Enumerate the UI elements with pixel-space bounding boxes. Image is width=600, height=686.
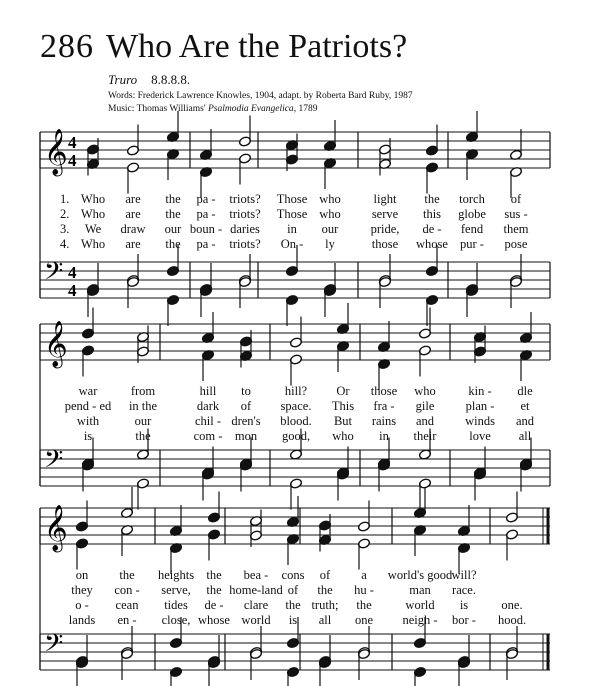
lyric-syllable: gile (415, 399, 435, 413)
lyric-syllable: Those (276, 207, 308, 221)
lyric-syllable: all (318, 613, 332, 627)
lyric-syllable: on (75, 568, 89, 582)
bass-clef-icon: 𝄢 (44, 445, 64, 480)
lyric-syllable: and (415, 414, 435, 428)
lyric-syllable: hu - (354, 583, 374, 597)
time-signature: 4 (68, 151, 77, 170)
time-signature: 4 (68, 263, 77, 282)
words-credit: Words: Frederick Lawrence Knowles, 1904, adapt. by Roberta Bard Ruby, 1987 (108, 91, 413, 101)
lyric-syllable: kin - (468, 384, 492, 398)
lyric-syllable: hill? (284, 384, 308, 398)
lyric-syllable: en - (117, 613, 137, 627)
lyric-syllable: hill (199, 384, 217, 398)
lyric-syllable: plan - (465, 399, 495, 413)
lyric-syllable: fend (460, 222, 484, 236)
lyric-syllable: bea - (243, 568, 269, 582)
lyric-syllable: is (83, 429, 93, 443)
music-credit: Music: Thomas Williams' Psalmodia Evangelica, 1789 (108, 104, 318, 114)
lyric-syllable: who (319, 192, 341, 206)
lyric-syllable: who (332, 429, 354, 443)
treble-clef-icon: 𝄞 (44, 321, 68, 367)
lyric-syllable: daries (230, 222, 260, 236)
lyric-syllable: them (503, 222, 529, 236)
lyric-syllable: o - (75, 598, 89, 612)
lyric-syllable: cean (115, 598, 139, 612)
lyric-syllable: close, (161, 613, 191, 627)
lyric-syllable: mon (234, 429, 258, 443)
lyric-syllable: cons (281, 568, 305, 582)
lyric-syllable: the (165, 237, 181, 251)
time-signature: 4 (68, 133, 77, 152)
treble-clef-icon: 𝄞 (44, 129, 68, 175)
lyric-syllable: world's good (387, 568, 453, 582)
lyric-syllable: neigh - (402, 613, 438, 627)
lyric-syllable: chil - (194, 414, 222, 428)
lyric-syllable: But (333, 414, 353, 428)
lyric-syllable: pend - ed (64, 399, 112, 413)
lyric-syllable: lands (68, 613, 96, 627)
lyric-syllable: Who (80, 192, 106, 206)
lyric-syllable: This (331, 399, 355, 413)
lyric-syllable: of (240, 399, 252, 413)
lyric-syllable: those (370, 384, 398, 398)
lyric-syllable: the (135, 429, 151, 443)
lyric-syllable: in (379, 429, 389, 443)
lyric-syllable: world (405, 598, 435, 612)
lyric-syllable: pride, (370, 222, 400, 236)
lyric-syllable: con - (114, 583, 140, 597)
lyric-syllable: pa - (196, 192, 216, 206)
lyric-syllable: are (125, 207, 141, 221)
lyric-syllable: world (241, 613, 271, 627)
lyric-syllable: pur - (460, 237, 484, 251)
lyric-syllable: the (206, 568, 222, 582)
lyric-syllable: are (125, 192, 141, 206)
lyric-syllable: Or (336, 384, 350, 398)
treble-clef-icon: 𝄞 (44, 505, 68, 551)
lyric-syllable: our (321, 222, 339, 236)
lyric-syllable: triots? (229, 192, 261, 206)
lyric-syllable: dren's (231, 414, 261, 428)
lyric-syllable: man (409, 583, 431, 597)
lyric-syllable: with (76, 414, 100, 428)
lyric-syllable: light (373, 192, 397, 206)
lyric-syllable: race. (452, 583, 476, 597)
lyric-syllable: clare (243, 598, 269, 612)
lyric-syllable: who (319, 207, 341, 221)
lyric-syllable: the (206, 583, 222, 597)
verse-number: 4. (60, 237, 70, 251)
lyric-syllable: globe (458, 207, 486, 221)
lyric-syllable: fra - (373, 399, 395, 413)
lyric-syllable: et (520, 399, 530, 413)
lyric-syllable: are (125, 237, 141, 251)
lyric-syllable: triots? (229, 237, 261, 251)
meter: 8.8.8.8. (151, 72, 191, 87)
lyric-syllable: de - (422, 222, 442, 236)
lyric-syllable: one (354, 613, 374, 627)
lyric-syllable: love (469, 429, 491, 443)
lyric-syllable: those (371, 237, 399, 251)
lyric-syllable: the (285, 598, 301, 612)
lyric-syllable: serve, (161, 583, 191, 597)
hymn-title: Who Are the Patriots? (106, 28, 408, 65)
lyric-syllable: rains (371, 414, 397, 428)
lyric-syllable: the (119, 568, 135, 582)
lyric-syllable: will? (451, 568, 477, 582)
lyric-syllable: in (287, 222, 297, 236)
lyric-syllable: from (130, 384, 156, 398)
lyric-syllable: ly (325, 237, 335, 251)
lyric-syllable: our (134, 414, 152, 428)
lyric-syllable: the (165, 192, 181, 206)
lyric-syllable: of (319, 568, 331, 582)
lyric-syllable: com - (193, 429, 223, 443)
lyric-syllable: is (459, 598, 469, 612)
lyric-syllable: and (515, 414, 535, 428)
lyric-syllable: all (518, 429, 532, 443)
lyric-syllable: is (288, 613, 298, 627)
lyric-syllable: they (71, 583, 93, 597)
verse-number: 1. (60, 192, 70, 206)
lyric-syllable: one. (501, 598, 523, 612)
lyric-syllable: triots? (229, 207, 261, 221)
lyric-syllable: torch (459, 192, 485, 206)
lyric-syllable: Who (80, 207, 106, 221)
lyric-syllable: bor - (452, 613, 476, 627)
lyric-syllable: Those (276, 192, 308, 206)
lyric-syllable: war (78, 384, 98, 398)
lyric-syllable: their (413, 429, 437, 443)
lyric-syllable: to (241, 384, 251, 398)
lyric-syllable: good, (281, 429, 311, 443)
lyric-syllable: heights (157, 568, 195, 582)
lyric-syllable: who (414, 384, 436, 398)
lyric-syllable: pa - (196, 207, 216, 221)
lyric-syllable: Who (80, 237, 106, 251)
lyric-syllable: On - (280, 237, 304, 251)
lyric-syllable: home-land (229, 583, 283, 597)
lyric-syllable: our (164, 222, 182, 236)
lyric-syllable: this (422, 207, 442, 221)
lyric-syllable: dle (517, 384, 533, 398)
lyric-syllable: draw (120, 222, 146, 236)
lyric-syllable: hood. (497, 613, 527, 627)
lyric-syllable: truth; (311, 598, 339, 612)
bass-clef-icon: 𝄢 (44, 629, 64, 664)
lyric-syllable: in the (128, 399, 158, 413)
lyric-syllable: whose (416, 237, 448, 251)
lyric-syllable: the (424, 192, 440, 206)
lyric-syllable: of (510, 192, 522, 206)
lyric-syllable: tides (164, 598, 188, 612)
lyric-syllable: We (84, 222, 102, 236)
lyric-syllable: de - (204, 598, 224, 612)
lyric-syllable: a (361, 568, 367, 582)
lyric-syllable: the (356, 598, 372, 612)
lyric-syllable: space. (280, 399, 312, 413)
lyric-syllable: of (287, 583, 299, 597)
hymn-number: 286 (40, 28, 94, 65)
lyric-syllable: pa - (196, 237, 216, 251)
lyric-syllable: the (165, 207, 181, 221)
time-signature: 4 (68, 281, 77, 300)
lyric-syllable: pose (504, 237, 528, 251)
lyric-syllable: sus - (504, 207, 528, 221)
lyric-syllable: serve (371, 207, 399, 221)
lyric-syllable: winds (465, 414, 495, 428)
tune-name: Truro (108, 72, 138, 87)
lyric-syllable: dark (196, 399, 220, 413)
lyric-syllable: boun - (189, 222, 223, 236)
verse-number: 2. (60, 207, 70, 221)
lyric-syllable: the (317, 583, 333, 597)
lyric-syllable: whose (198, 613, 230, 627)
bass-clef-icon: 𝄢 (44, 257, 64, 292)
verse-number: 3. (60, 222, 70, 236)
lyric-syllable: blood. (280, 414, 312, 428)
